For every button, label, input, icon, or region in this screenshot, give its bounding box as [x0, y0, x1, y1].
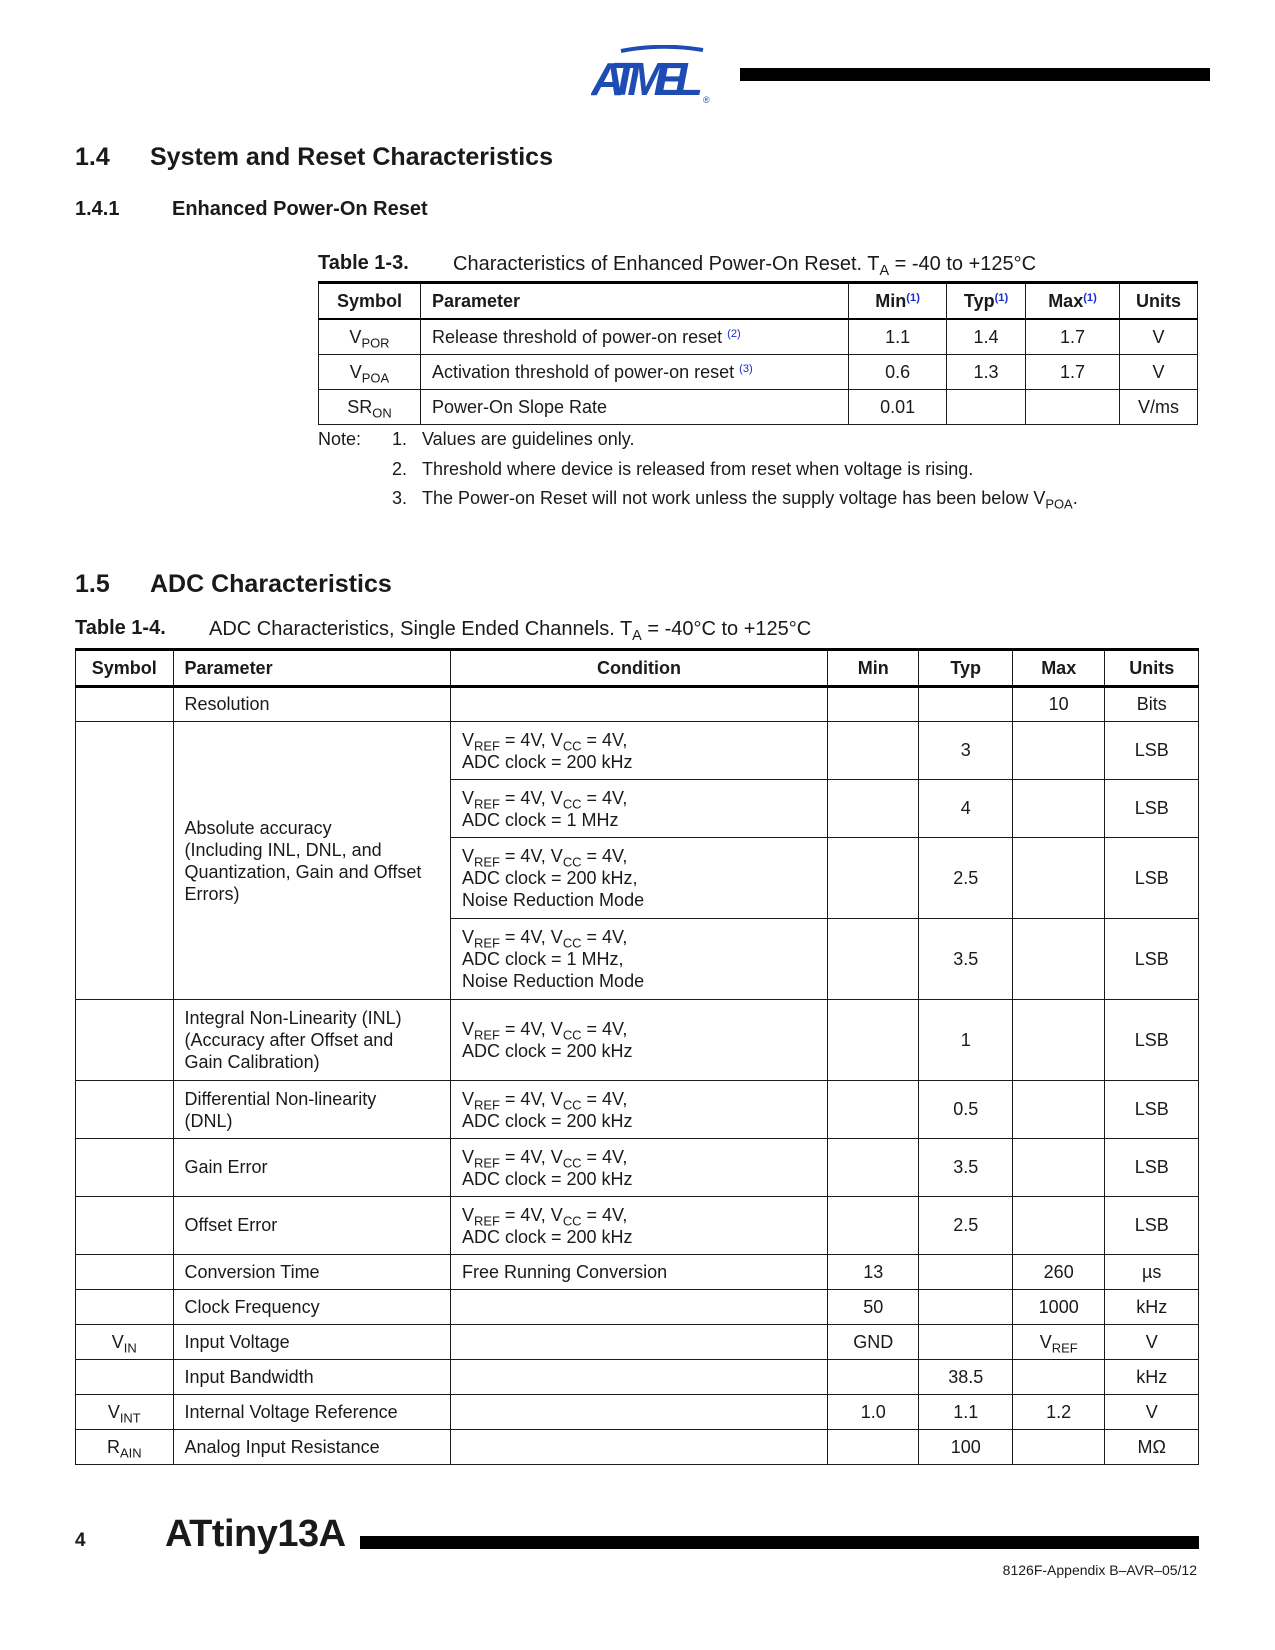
parameter-cell: Clock Frequency — [173, 1290, 450, 1325]
condition-cell: $V_{REF} = 4V$, $V_{CC} = 4V$, ADC clock = 200 kHz — [450, 722, 827, 780]
parameter-cell: Release threshold of power-on reset $^{(2)}$ — [420, 319, 848, 355]
parameter-cell: Analog Input Resistance — [173, 1430, 450, 1465]
units-cell: LSB — [1105, 1197, 1199, 1255]
max-cell — [1012, 1197, 1104, 1255]
col-parameter: Parameter — [173, 650, 450, 687]
min-cell — [827, 1139, 918, 1197]
max-cell — [1012, 1430, 1104, 1465]
typ-cell: 1.1 — [919, 1395, 1012, 1430]
condition-cell: Free Running Conversion — [450, 1255, 827, 1290]
units-cell: LSB — [1105, 838, 1199, 919]
table-row — [76, 1197, 1199, 1255]
table-label: Table 1-3. — [318, 252, 409, 274]
units-cell: LSB — [1105, 1081, 1199, 1139]
max-cell — [1012, 1360, 1104, 1395]
min-cell: 0.01 — [849, 390, 947, 425]
max-cell — [1012, 722, 1104, 780]
section-title: System and Reset Characteristics — [150, 143, 553, 171]
svg-text:ATMEL: ATMEL — [591, 53, 703, 105]
col-symbol: Symbol — [76, 650, 174, 687]
symbol-cell — [76, 1290, 174, 1325]
col-typ: Typ$^{(1)}$ — [947, 283, 1026, 320]
min-cell: 50 — [827, 1290, 918, 1325]
adc-table — [75, 648, 1199, 1465]
min-cell — [827, 919, 918, 1000]
parameter-cell: Internal Voltage Reference — [173, 1395, 450, 1430]
table-row — [76, 687, 1199, 722]
parameter-cell: Integral Non-Linearity (INL) (Accuracy after Offset and Gain Calibration) — [173, 1000, 450, 1081]
svg-text:®: ® — [703, 95, 710, 105]
units-cell: V — [1105, 1395, 1199, 1430]
symbol-cell — [76, 687, 174, 722]
note-link[interactable]: (3) — [739, 362, 753, 375]
page-number: 4 — [75, 1530, 86, 1551]
condition-cell — [450, 1325, 827, 1360]
table-header-row — [319, 283, 1198, 320]
units-cell: LSB — [1105, 919, 1199, 1000]
typ-cell: 100 — [919, 1430, 1012, 1465]
col-units: Units — [1105, 650, 1199, 687]
max-cell — [1012, 1139, 1104, 1197]
condition-cell — [450, 1395, 827, 1430]
parameter-cell: Activation threshold of power-on reset $^{(3)}$ — [420, 355, 848, 390]
table-row — [319, 355, 1198, 390]
typ-cell: 3.5 — [919, 1139, 1012, 1197]
table-row — [76, 1081, 1199, 1139]
symbol-cell — [76, 1255, 174, 1290]
section-number: 1.4 — [75, 143, 110, 171]
typ-cell — [947, 390, 1026, 425]
document-id: 8126F-Appendix B–AVR–05/12 — [1002, 1562, 1197, 1578]
header-rule — [740, 68, 1210, 81]
symbol-cell — [76, 1360, 174, 1395]
table-row — [76, 1255, 1199, 1290]
parameter-cell: Input Bandwidth — [173, 1360, 450, 1395]
document-title: ATtiny13A — [165, 1513, 346, 1555]
note-num: 2. — [392, 459, 408, 479]
typ-cell: 2.5 — [919, 1197, 1012, 1255]
table-row — [76, 1325, 1199, 1360]
units-cell: kHz — [1105, 1360, 1199, 1395]
max-cell — [1012, 1081, 1104, 1139]
parameter-cell: Conversion Time — [173, 1255, 450, 1290]
condition-cell — [450, 1290, 827, 1325]
units-cell: µs — [1105, 1255, 1199, 1290]
symbol-cell: $V_{POR}$ — [319, 319, 421, 355]
min-cell — [827, 780, 918, 838]
col-typ: Typ — [919, 650, 1012, 687]
typ-cell — [919, 687, 1012, 722]
typ-cell: 0.5 — [919, 1081, 1012, 1139]
footer-rule — [360, 1536, 1199, 1549]
min-cell: 0.6 — [849, 355, 947, 390]
parameter-cell: Power-On Slope Rate — [420, 390, 848, 425]
typ-cell: 4 — [919, 780, 1012, 838]
note-num: 3. — [392, 488, 408, 508]
col-symbol: Symbol — [319, 283, 421, 320]
table-row — [76, 1360, 1199, 1395]
max-cell: 1.7 — [1026, 319, 1120, 355]
condition-cell — [450, 1360, 827, 1395]
parameter-cell: Differential Non-linearity (DNL) — [173, 1081, 450, 1139]
por-table — [318, 281, 1198, 425]
table-header-row — [76, 650, 1199, 687]
condition-cell: $V_{REF} = 4V$, $V_{CC} = 4V$, ADC clock = 200 kHz, Noise Reduction Mode — [450, 838, 827, 919]
min-cell — [827, 1430, 918, 1465]
subsection-number: 1.4.1 — [75, 198, 120, 220]
subsection-title: Enhanced Power-On Reset — [172, 198, 428, 220]
table-row — [76, 722, 1199, 780]
symbol-cell: $V_{IN}$ — [76, 1325, 174, 1360]
col-max: Max$^{(1)}$ — [1026, 283, 1120, 320]
units-cell: V — [1105, 1325, 1199, 1360]
units-cell: LSB — [1105, 722, 1199, 780]
typ-cell: 1.4 — [947, 319, 1026, 355]
note-label: Note: — [318, 429, 362, 449]
typ-cell: 3 — [919, 722, 1012, 780]
min-cell — [827, 1081, 918, 1139]
max-cell — [1012, 1000, 1104, 1081]
symbol-cell — [76, 1197, 174, 1255]
note-text: Values are guidelines only. — [422, 429, 635, 449]
min-cell: GND — [827, 1325, 918, 1360]
max-cell — [1012, 838, 1104, 919]
col-min: Min$^{(1)}$ — [849, 283, 947, 320]
section-title: ADC Characteristics — [150, 570, 392, 598]
symbol-cell — [76, 722, 174, 1000]
col-condition: Condition — [450, 650, 827, 687]
min-cell — [827, 1000, 918, 1081]
col-max: Max — [1012, 650, 1104, 687]
typ-cell — [919, 1325, 1012, 1360]
condition-cell — [450, 687, 827, 722]
table-row — [76, 1430, 1199, 1465]
typ-cell: 1.3 — [947, 355, 1026, 390]
atmel-logo — [591, 45, 716, 105]
max-cell: $V_{REF}$ — [1012, 1325, 1104, 1360]
parameter-cell: Offset Error — [173, 1197, 450, 1255]
table-label: Table 1-4. — [75, 617, 166, 639]
condition-cell — [450, 1430, 827, 1465]
min-cell: 1.0 — [827, 1395, 918, 1430]
symbol-cell: $SR_{ON}$ — [319, 390, 421, 425]
table-row — [76, 1139, 1199, 1197]
max-cell: 1.2 — [1012, 1395, 1104, 1430]
parameter-cell: Gain Error — [173, 1139, 450, 1197]
symbol-cell: $V_{INT}$ — [76, 1395, 174, 1430]
table-row — [76, 1000, 1199, 1081]
note-text: The Power-on Reset will not work unless the supply voltage has been below $V_{POA}$. — [422, 488, 1078, 512]
max-cell — [1012, 780, 1104, 838]
condition-cell: $V_{REF} = 4V$, $V_{CC} = 4V$, ADC clock = 1 MHz, Noise Reduction Mode — [450, 919, 827, 1000]
table-row — [319, 319, 1198, 355]
units-cell: V/ms — [1119, 390, 1197, 425]
units-cell: LSB — [1105, 780, 1199, 838]
note-link[interactable]: (2) — [727, 327, 741, 340]
table-row — [319, 390, 1198, 425]
min-cell — [827, 838, 918, 919]
max-cell: 10 — [1012, 687, 1104, 722]
max-cell — [1012, 919, 1104, 1000]
condition-cell: $V_{REF} = 4V$, $V_{CC} = 4V$, ADC clock = 200 kHz — [450, 1000, 827, 1081]
typ-cell: 3.5 — [919, 919, 1012, 1000]
parameter-cell: Absolute accuracy (Including INL, DNL, and Quantization, Gain and Offset Errors) — [173, 722, 450, 1000]
units-cell: LSB — [1105, 1000, 1199, 1081]
condition-cell: $V_{REF} = 4V$, $V_{CC} = 4V$, ADC clock = 200 kHz — [450, 1139, 827, 1197]
units-cell: MΩ — [1105, 1430, 1199, 1465]
max-cell: 1000 — [1012, 1290, 1104, 1325]
max-cell — [1026, 390, 1120, 425]
table-caption: Characteristics of Enhanced Power-On Reset. $T_A = -40$ to +125°C — [453, 253, 1037, 280]
note-num: 1. — [392, 429, 408, 449]
section-number: 1.5 — [75, 570, 110, 598]
max-cell: 1.7 — [1026, 355, 1120, 390]
table-row — [76, 1395, 1199, 1430]
min-cell — [827, 722, 918, 780]
col-units: Units — [1119, 283, 1197, 320]
typ-cell: 38.5 — [919, 1360, 1012, 1395]
symbol-cell: $V_{POA}$ — [319, 355, 421, 390]
symbol-cell — [76, 1081, 174, 1139]
typ-cell — [919, 1290, 1012, 1325]
condition-cell: $V_{REF} = 4V$, $V_{CC} = 4V$, ADC clock = 1 MHz — [450, 780, 827, 838]
col-min: Min — [827, 650, 918, 687]
parameter-cell: Resolution — [173, 687, 450, 722]
table-caption: ADC Characteristics, Single Ended Channels. $T_A = -40^\circ C$ to +125°C — [209, 618, 812, 645]
symbol-cell — [76, 1000, 174, 1081]
min-cell: 1.1 — [849, 319, 947, 355]
table-row — [76, 1290, 1199, 1325]
typ-cell: 2.5 — [919, 838, 1012, 919]
min-cell — [827, 1360, 918, 1395]
symbol-cell: $R_{AIN}$ — [76, 1430, 174, 1465]
typ-cell: 1 — [919, 1000, 1012, 1081]
units-cell: V — [1119, 319, 1197, 355]
min-cell — [827, 1197, 918, 1255]
units-cell: kHz — [1105, 1290, 1199, 1325]
min-cell: 13 — [827, 1255, 918, 1290]
units-cell: LSB — [1105, 1139, 1199, 1197]
note-text: Threshold where device is released from reset when voltage is rising. — [422, 459, 974, 479]
parameter-cell: Input Voltage — [173, 1325, 450, 1360]
min-cell — [827, 687, 918, 722]
typ-cell — [919, 1255, 1012, 1290]
units-cell: V — [1119, 355, 1197, 390]
condition-cell: $V_{REF} = 4V$, $V_{CC} = 4V$, ADC clock = 200 kHz — [450, 1081, 827, 1139]
units-cell: Bits — [1105, 687, 1199, 722]
symbol-cell — [76, 1139, 174, 1197]
col-parameter: Parameter — [420, 283, 848, 320]
condition-cell: $V_{REF} = 4V$, $V_{CC} = 4V$, ADC clock = 200 kHz — [450, 1197, 827, 1255]
max-cell: 260 — [1012, 1255, 1104, 1290]
